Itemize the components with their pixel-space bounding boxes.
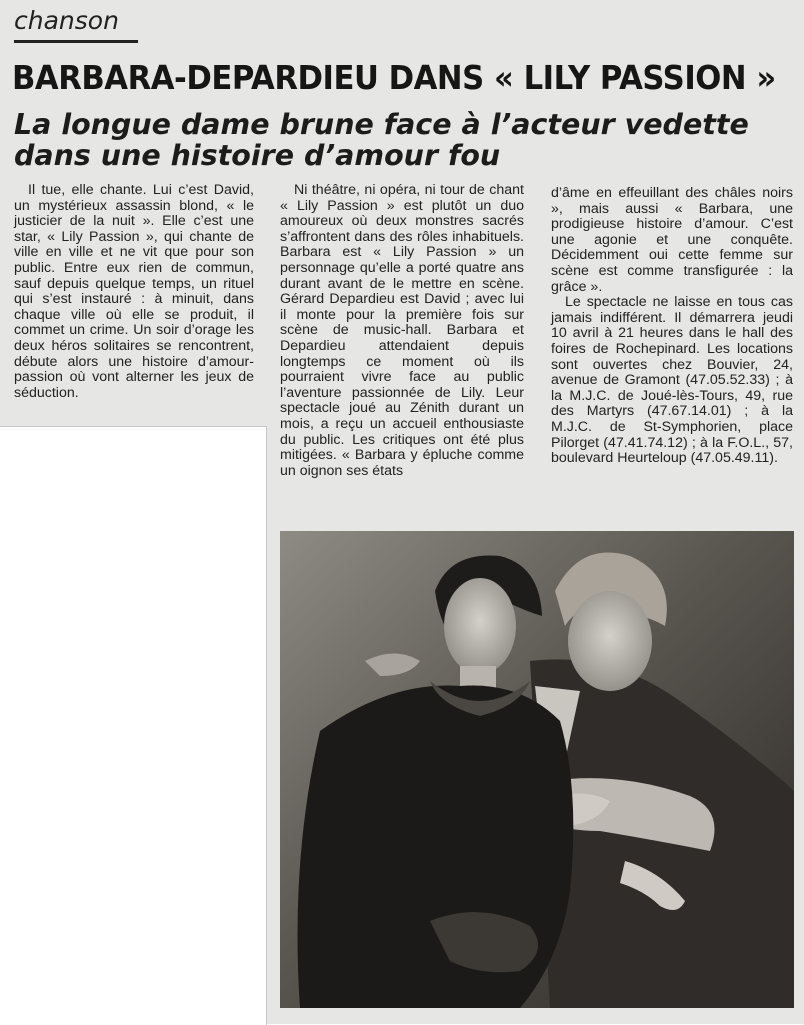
article-column-1 [14,183,254,401]
article-column-2 [280,183,524,479]
headline: BARBARA-DEPARDIEU DANS « LILY PASSION » [12,58,776,97]
section-rubric: chanson [14,6,119,35]
paragraph: Le spectacle ne laisse en tous cas jamais indifférent. Il démarrera jeudi 10 avril à 21 heures dans le hall des foires de Rochepinard. Les locations sont ouvertes chez Bouvier, 24, avenue de Gramont (47.05.52.33) ; à la M.J.C. de Joué-lès-Tours, 49, rue des Martyrs (47.67.14.01) ; à la M.J.C. de St-Symphorien, place Pilorget (47.41.74.12) ; à la F.O.L., 57, boulevard Heurteloup (47.05.49.11). [551,294,793,467]
paragraph: Ni théâtre, ni opéra, ni tour de chant « Lily Passion » est plutôt un duo amoureux où deux monstres sacrés s’affrontent dans des rôles inhabituels. Barbara est « Lily Passion » un personnage qu’elle a porté quatre ans durant avant de le mettre en scène. Gérard Depardieu est David ; avec lui il monte pour la première fois sur scène de music-hall. Barbara et Depardieu attendaient depuis longtemps ce moment où ils pourraient vivre face au public l’aventure passionnée de Lily. Leur spectacle joué au Zénith durant un mois, a reçu un accueil enthousiaste du public. Les critiques ont été plus mitigées. « Barbara y épluche comme un oignon ses états [280,182,524,479]
paragraph: Il tue, elle chante. Lui c’est David, un mystérieux assassin blond, « le justicier de la nuit ». Elle c’est une star, « Lily Passion », qui chante de ville en ville et ne vit que pour son public. Entre eux rien de commun, sauf depuis quelque temps, un rituel qui s’est instauré : à minuit, dans chaque ville où elle se produit, il commet un crime. Un soir d’orage les deux héros solitaires se rencontrent, débute alors une histoire d’amour-passion où vont alterner les jeux de séduction. [14,182,254,401]
subheadline: La longue dame brune face à l’acteur vedette dans une histoire d’amour fou [14,108,749,172]
page-margin [0,426,267,1025]
article-column-3 [551,186,793,467]
press-photo [280,531,794,1008]
photo-illustration [280,531,794,1008]
rubric-underline [14,40,138,43]
paragraph-continuation: d’âme en effeuillant des châles noirs », mais aussi « Barbara, une prodigieuse histoire d’amour. C’est une agonie et une conquête. Décidemment oui cette femme sur scène est comme transfigurée : la grâce ». [551,185,793,295]
